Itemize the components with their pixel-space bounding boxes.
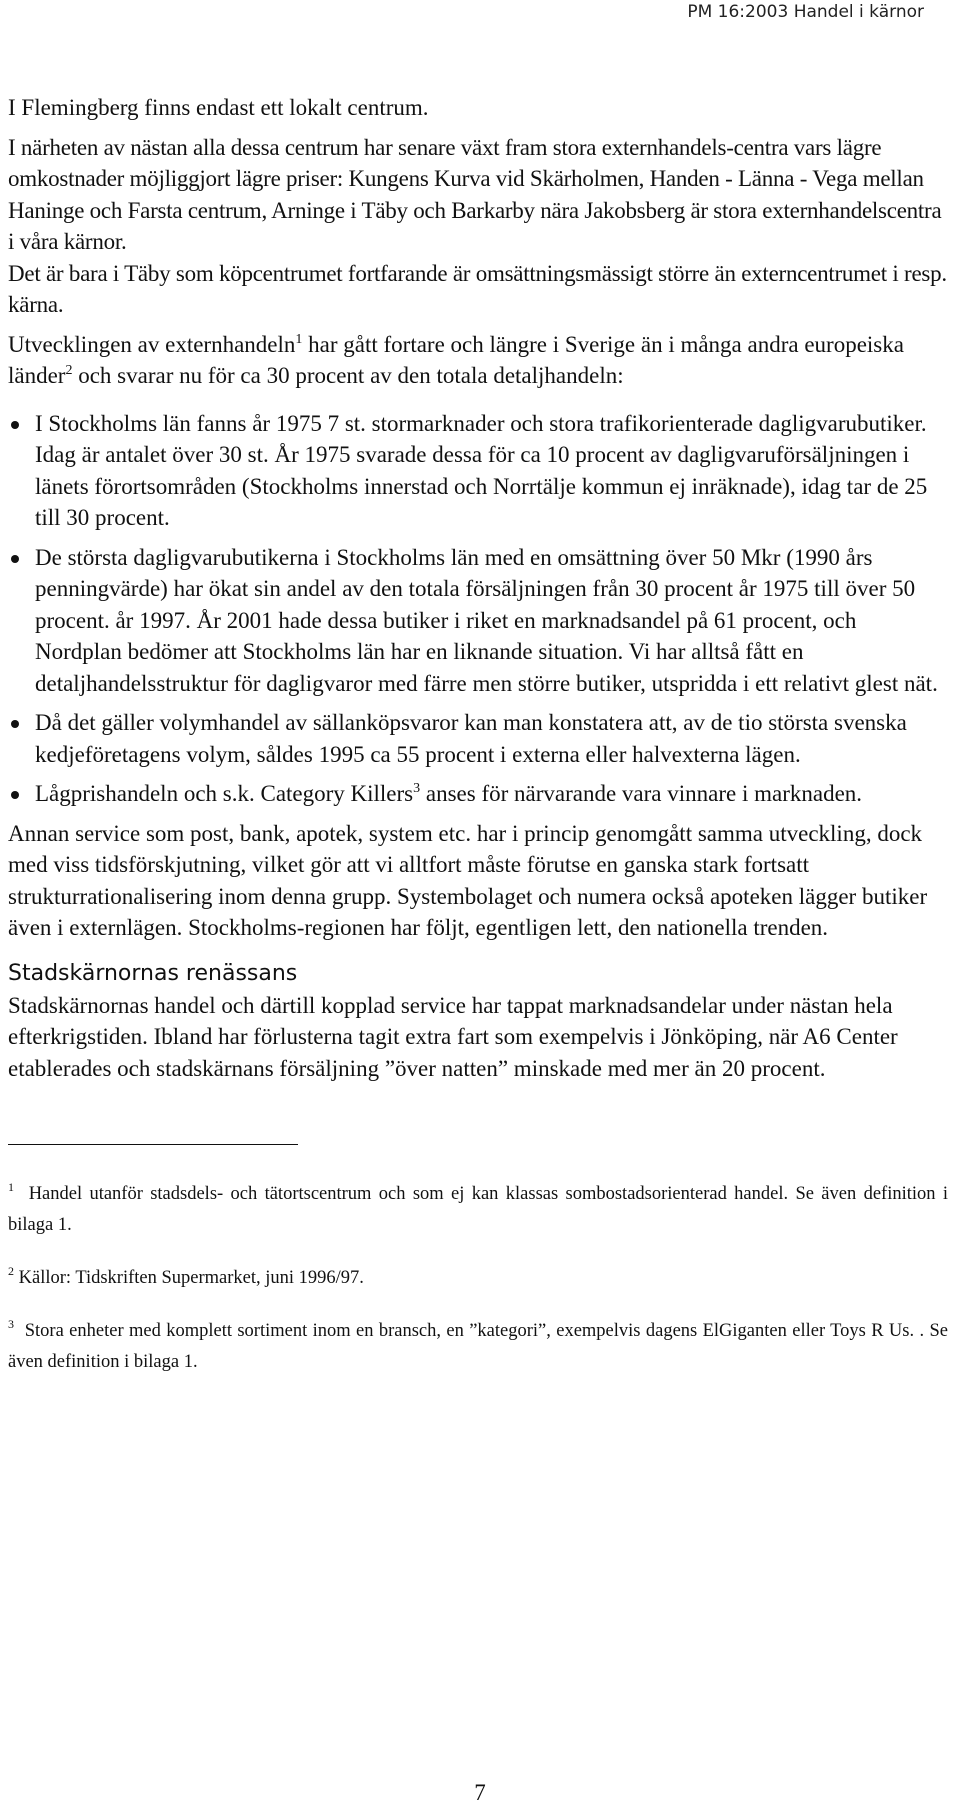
footnote-ref-3: 3 (413, 781, 421, 796)
footnote-ref-2: 2 (65, 363, 73, 378)
list-item (8, 778, 948, 810)
utvecklingen-text-3: och svarar nu för ca 30 procent av den totala detaljhandeln: (72, 363, 624, 388)
footnote-text: Handel utanför stadsdels- och tätortscentrum och som ej kan klassas sombostadsorienterad handel. Se även definition i bilaga 1. (8, 1184, 948, 1235)
bullet-text: De största dagligvarubutikerna i Stockholms län med en omsättning över 50 Mkr (1990 års penningvärde) har ökat sin andel av den totala försäljningen från 30 procent år 1975 till över 50 procent. år 1997. År 2001 hade dessa butiker i riket en marknadsandel på 61 procent, och Nordplan bedömer att Stockholms län har en liknande situation. Vi har alltså fått en detaljhandelsstruktur för dagligvaror med färre men större butiker, utspridda i ett relativt glest nät. (35, 544, 938, 696)
list-item (8, 408, 948, 534)
paragraph-flemingberg: I Flemingberg finns endast ett lokalt centrum. (8, 95, 429, 120)
page-number: 7 (474, 1780, 486, 1805)
bullet-text: I Stockholms län fanns år 1975 7 st. stormarknader och stora trafikorienterade dagligvarubutiker. Idag är antalet över 30 st. År 1975 svarade dessa för ca 10 procent av dagligvaruförsäljningen i länets förortsområden (Stockholms innerstad och Norrtälje kommun ej inräknade), idag tar de 25 till 30 procent. (35, 410, 928, 530)
section-heading: Stadskärnornas renässans (8, 960, 298, 986)
footnote-text: Stora enheter med komplett sortiment inom en bransch, en ”kategori”, exempelvis dagens ElGiganten eller Toys R Us. . Se även definition i bilaga 1. (8, 1321, 948, 1372)
bullet-text-2: anses för närvarande vara vinnare i marknaden. (420, 781, 863, 806)
footnote-number: 2 (8, 1264, 14, 1278)
footnote-3 (8, 1316, 948, 1378)
paragraph-stadskarnornas: Stadskärnornas handel och därtill kopplad service har tappat marknadsandelar under nästan hela efterkrigstiden. Ibland har förlusterna tagit extra fart som exempelvis i Jönköping, när A6 Center etablerades och stadskärnans försäljning ”över natten” minskade med mer än 20 procent. (8, 992, 898, 1081)
bullet-text: Då det gäller volymhandel av sällanköpsvaror kan man konstatera att, av de tio största svenska kedjeföretagens volym, såldes 1995 ca 55 procent i externa eller halvexterna lägen. (35, 710, 907, 767)
paragraph-taby: Det är bara i Täby som köpcentrumet fortfarande är omsättningsmässigt större än externcentrumet i resp. kärna. (8, 260, 947, 317)
bullet-icon (11, 421, 19, 429)
bullet-text-1: Lågprishandeln och s.k. Category Killers (35, 781, 414, 806)
bullet-icon (11, 791, 19, 799)
bullet-icon (11, 720, 19, 728)
utvecklingen-text-2: har gått fortare och längre i Sverige än i många andra europeiska länder (8, 331, 904, 388)
footnote-2 (8, 1263, 948, 1294)
footnote-separator (8, 1144, 298, 1145)
utvecklingen-text-1: Utvecklingen av externhandeln (8, 331, 296, 357)
bullet-icon (11, 555, 19, 563)
paragraph-utvecklingen (8, 329, 948, 392)
page-body (8, 92, 948, 1400)
footnote-number: 3 (8, 1317, 14, 1331)
footnote-1 (8, 1179, 948, 1241)
footnote-ref-1: 1 (295, 331, 303, 347)
running-header: PM 16:2003 Handel i kärnor (687, 2, 924, 22)
footnote-text: Källor: Tidskriften Supermarket, juni 1996/97. (18, 1268, 364, 1288)
list-item (8, 542, 948, 700)
paragraph-annan-service: Annan service som post, bank, apotek, system etc. har i princip genomgått samma utveckling, dock med viss tidsförskjutning, vilket gör att vi alltfort måste förutse en ganska stark fortsatt strukturrationalisering inom denna grupp. Systembolaget och numera också apoteken lägger butiker även i externlägen. Stockholms-regionen har följt, egentligen lett, den nationella trenden. (8, 820, 928, 940)
list-item (8, 707, 948, 770)
footnote-number: 1 (8, 1180, 14, 1194)
bullet-list (8, 408, 948, 810)
paragraph-externhandel-intro: I närheten av nästan alla dessa centrum har senare växt fram stora externhandels-centra vars lägre omkostnader möjliggjort lägre priser: Kungens Kurva vid Skärholmen, Handen - Länna - Vega mellan Haninge och Farsta centrum, Arninge i Täby och Barkarby nära Jakobsberg är stora externhandelscentra i våra kärnor. (8, 134, 942, 254)
